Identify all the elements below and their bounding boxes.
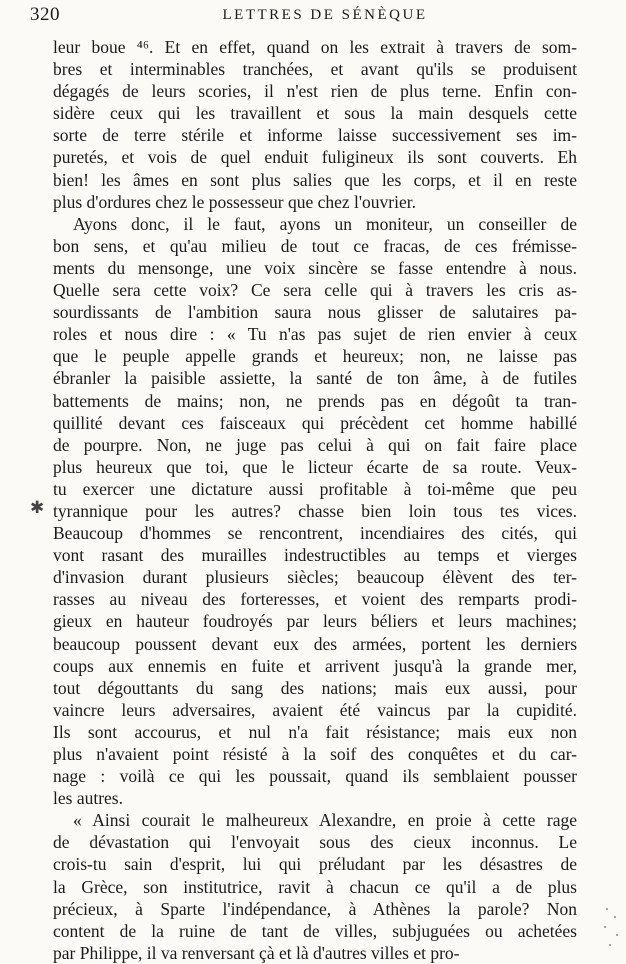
text-line: Ils sont accourus, et nul n'a fait résistance; mais eux non xyxy=(53,721,577,742)
paper-speck-marks xyxy=(600,904,622,954)
text-line: coups aux ennemis en fuite et arrivent jusqu'à la grande mer, xyxy=(53,655,577,676)
text-line: gieux en hauteur foudroyés par leurs béliers et leurs machines; xyxy=(53,611,577,632)
body-text xyxy=(53,36,577,964)
text-line: Beaucoup d'hommes se rencontrent, incendiaires des cités, qui xyxy=(53,523,577,544)
text-line: Quelle sera cette voix? Ce sera celle qui à travers les cris as- xyxy=(53,280,577,301)
text-line: bres et interminables tranchées, et avant qu'ils se produisent xyxy=(53,59,577,80)
paragraph-2 xyxy=(53,213,577,810)
text-line: tu exercer une dictature aussi profitable à toi-même que peu xyxy=(53,478,577,499)
text-line: quillité devant ces faisceaux qui précèdent cet homme habillé xyxy=(53,412,577,433)
text-line: ments du mensonge, une voix sincère se fasse entendre à nous. xyxy=(53,257,577,278)
page-header xyxy=(0,4,626,28)
text-line: plus n'avaient point résisté à la soif des conquêtes et du car- xyxy=(53,744,577,764)
text-line: de dévastation qui l'envoyait sous des cieux inconnus. Le xyxy=(53,832,577,853)
paragraph-1 xyxy=(53,36,577,213)
text-line: de pourpre. Non, ne juge pas celui à qui on fait faire place xyxy=(53,434,577,455)
text-line: tout dégouttants du sang des nations; mais eux aussi, pour xyxy=(53,677,577,698)
text-line: plus d'ordures chez le possesseur que chez l'ouvrier. xyxy=(53,191,416,212)
text-line: dégagés de leurs scories, il n'est rien de plus terne. Enfin con- xyxy=(53,81,577,102)
text-line: tyrannique pour les autres? chasse bien loin tous tes vices. xyxy=(53,500,577,521)
running-title: LETTRES DE SÉNÈQUE xyxy=(222,7,428,23)
page-number: 320 xyxy=(30,4,60,25)
text-line: bon sens, et qu'au milieu de tout ce fracas, de ces frémisse- xyxy=(53,235,577,256)
text-line: battements de mains; non, ne prends pas en dégoût ta tran- xyxy=(53,390,577,411)
text-line: crois-tu sain d'esprit, lui qui préludant par les désastres de xyxy=(53,854,577,875)
text-line: la Grèce, son institutrice, ravit à chacun ce qu'il a de plus xyxy=(53,876,577,897)
text-line: vont rasant des murailles indestructibles au temps et vierges xyxy=(53,545,577,566)
text-line: roles et nous dire : « Tu n'as pas sujet de rien envier à ceux xyxy=(53,324,577,345)
text-line: vaincre leurs adversaires, avaient été vaincus par la cupidité. xyxy=(53,699,577,720)
text-line: sorte de terre stérile et informe laisse successivement ses im- xyxy=(53,125,577,146)
text-line: les autres. xyxy=(53,788,123,809)
text-line: sidère ceux qui les travaillent et sous la main desquels cette xyxy=(53,103,577,124)
text-line: beaucoup poussent devant eux des armées, portent les derniers xyxy=(53,633,577,654)
text-line: leur boue ⁴⁶. Et en effet, quand on les extrait à travers de som- xyxy=(53,37,577,57)
text-line: par Philippe, il va renversant çà et là d'autres villes et pro- xyxy=(53,942,460,963)
margin-mark: ✱ xyxy=(30,498,45,517)
text-line: que le peuple appelle grands et heureux; non, ne laisse pas xyxy=(53,346,577,367)
text-line: sourdissants de l'ambition saura nous glisser de salutaires pa- xyxy=(53,302,577,323)
text-line: rasses au niveau des forteresses, et voient des remparts prodi- xyxy=(53,589,577,610)
text-line: Ayons donc, il le faut, ayons un moniteur, un conseiller de xyxy=(73,213,577,234)
text-line: puretés, et vois de quel enduit fuligineux ils sont couverts. Eh xyxy=(53,147,577,168)
text-line: d'invasion durant plusieurs siècles; beaucoup élèvent des ter- xyxy=(53,567,577,588)
text-line: « Ainsi courait le malheureux Alexandre, en proie à cette rage xyxy=(73,810,577,831)
text-line: plus heureux que toi, que le licteur écarte de sa route. Veux- xyxy=(53,456,577,477)
text-line: ébranler la paisible assiette, la santé de ton âme, à de futiles xyxy=(53,368,577,389)
text-line: bien! les âmes en sont plus salies que les corps, et il en reste xyxy=(53,169,577,190)
text-line: content de la ruine de tant de villes, subjuguées ou achetées xyxy=(53,920,577,941)
text-line: nage : voilà ce qui les poussait, quand ils semblaient pousser xyxy=(53,766,577,787)
paragraph-3 xyxy=(53,809,577,964)
text-line: précieux, à Sparte l'indépendance, à Athènes la parole? Non xyxy=(53,898,577,919)
